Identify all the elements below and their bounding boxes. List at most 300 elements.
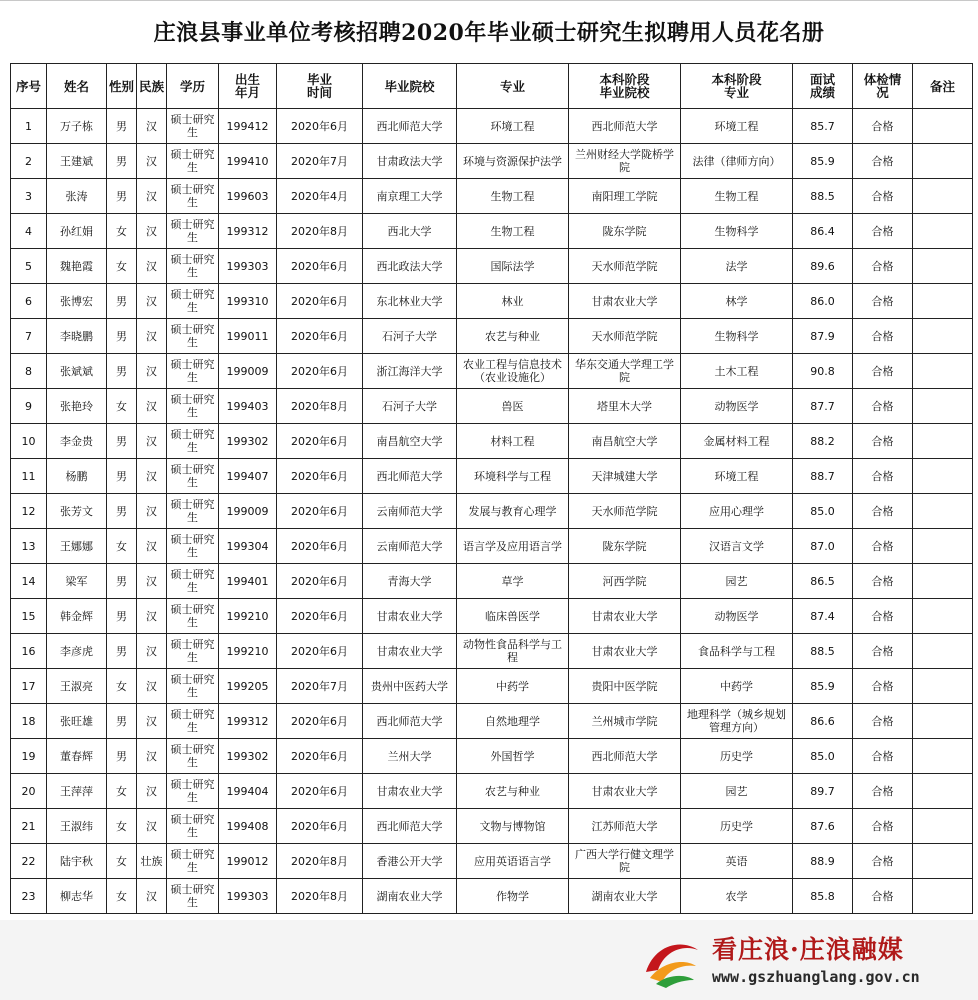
- table-cell: 2020年6月: [277, 284, 363, 319]
- table-cell: 东北林业大学: [363, 284, 457, 319]
- table-cell: 汉: [137, 704, 167, 739]
- table-cell: 草学: [457, 564, 569, 599]
- table-cell: 4: [11, 214, 47, 249]
- table-cell: 8: [11, 354, 47, 389]
- table-cell: [913, 424, 973, 459]
- table-cell: 汉: [137, 879, 167, 914]
- table-cell: 199302: [219, 424, 277, 459]
- table-cell: 女: [107, 879, 137, 914]
- table-cell: 汉: [137, 634, 167, 669]
- table-cell: 张旺雄: [47, 704, 107, 739]
- table-cell: 甘肃农业大学: [569, 774, 681, 809]
- table-cell: 2020年7月: [277, 669, 363, 704]
- table-cell: 王萍萍: [47, 774, 107, 809]
- table-cell: 6: [11, 284, 47, 319]
- table-cell: 塔里木大学: [569, 389, 681, 424]
- table-cell: 环境科学与工程: [457, 459, 569, 494]
- table-cell: 199304: [219, 529, 277, 564]
- table-cell: 硕士研究生: [167, 634, 219, 669]
- table-header-row: [11, 64, 973, 109]
- table-cell: 硕士研究生: [167, 389, 219, 424]
- table-cell: 硕士研究生: [167, 494, 219, 529]
- table-cell: 87.9: [793, 319, 853, 354]
- table-cell: 合格: [853, 144, 913, 179]
- table-cell: 硕士研究生: [167, 599, 219, 634]
- table-cell: 男: [107, 564, 137, 599]
- table-cell: 10: [11, 424, 47, 459]
- table-cell: [913, 879, 973, 914]
- table-cell: 食品科学与工程: [681, 634, 793, 669]
- table-cell: 男: [107, 739, 137, 774]
- table-cell: 199407: [219, 459, 277, 494]
- table-cell: 2: [11, 144, 47, 179]
- table-cell: 13: [11, 529, 47, 564]
- table-cell: 199312: [219, 214, 277, 249]
- table-cell: 90.8: [793, 354, 853, 389]
- table-cell: 魏艳霞: [47, 249, 107, 284]
- table-cell: [913, 354, 973, 389]
- table-cell: 西北政法大学: [363, 249, 457, 284]
- table-cell: 2020年6月: [277, 809, 363, 844]
- table-cell: 89.6: [793, 249, 853, 284]
- table-cell: 硕士研究生: [167, 844, 219, 879]
- table-cell: 199012: [219, 844, 277, 879]
- table-cell: 汉: [137, 669, 167, 704]
- table-cell: 李金贵: [47, 424, 107, 459]
- table-cell: 天津城建大学: [569, 459, 681, 494]
- table-cell: 云南师范大学: [363, 529, 457, 564]
- table-cell: [913, 529, 973, 564]
- table-cell: 南昌航空大学: [363, 424, 457, 459]
- table-cell: 女: [107, 809, 137, 844]
- table-cell: 2020年6月: [277, 704, 363, 739]
- table-row: [11, 564, 973, 599]
- table-cell: 西北大学: [363, 214, 457, 249]
- table-cell: 硕士研究生: [167, 109, 219, 144]
- table-cell: 199410: [219, 144, 277, 179]
- table-cell: 硕士研究生: [167, 459, 219, 494]
- table-cell: 2020年6月: [277, 354, 363, 389]
- table-cell: 农业工程与信息技术（农业设施化）: [457, 354, 569, 389]
- table-cell: 应用英语语言学: [457, 844, 569, 879]
- table-cell: 英语: [681, 844, 793, 879]
- table-cell: 199210: [219, 599, 277, 634]
- table-cell: 15: [11, 599, 47, 634]
- column-header: 姓名: [47, 64, 107, 109]
- table-cell: 2020年6月: [277, 599, 363, 634]
- table-cell: 陇东学院: [569, 214, 681, 249]
- table-cell: 85.9: [793, 144, 853, 179]
- table-cell: 法学: [681, 249, 793, 284]
- table-cell: 199205: [219, 669, 277, 704]
- table-cell: 199011: [219, 319, 277, 354]
- table-cell: [913, 669, 973, 704]
- table-cell: 应用心理学: [681, 494, 793, 529]
- table-cell: 江苏师范大学: [569, 809, 681, 844]
- table-cell: 合格: [853, 249, 913, 284]
- table-cell: 王淑纬: [47, 809, 107, 844]
- table-cell: 李晓鹏: [47, 319, 107, 354]
- table-row: [11, 354, 973, 389]
- table-cell: 硕士研究生: [167, 774, 219, 809]
- column-header: 民族: [137, 64, 167, 109]
- table-cell: [913, 739, 973, 774]
- roster-table: [10, 63, 973, 914]
- table-cell: 11: [11, 459, 47, 494]
- table-cell: 生物工程: [457, 214, 569, 249]
- table-cell: 万子栋: [47, 109, 107, 144]
- table-cell: 临床兽医学: [457, 599, 569, 634]
- table-cell: 合格: [853, 214, 913, 249]
- table-body: [11, 109, 973, 914]
- table-cell: [913, 459, 973, 494]
- column-header: 出生 年月: [219, 64, 277, 109]
- table-cell: 南阳理工学院: [569, 179, 681, 214]
- table-cell: 湖南农业大学: [569, 879, 681, 914]
- table-cell: 合格: [853, 389, 913, 424]
- table-cell: 南京理工大学: [363, 179, 457, 214]
- table-cell: 土木工程: [681, 354, 793, 389]
- table-cell: 男: [107, 144, 137, 179]
- table-cell: 2020年6月: [277, 529, 363, 564]
- table-cell: 林学: [681, 284, 793, 319]
- table-cell: 199312: [219, 704, 277, 739]
- table-cell: 男: [107, 704, 137, 739]
- table-cell: 合格: [853, 669, 913, 704]
- table-cell: [913, 144, 973, 179]
- table-cell: [913, 844, 973, 879]
- table-cell: 汉: [137, 389, 167, 424]
- table-cell: 硕士研究生: [167, 704, 219, 739]
- table-cell: 2020年8月: [277, 389, 363, 424]
- table-cell: 汉: [137, 529, 167, 564]
- table-row: [11, 669, 973, 704]
- table-row: [11, 389, 973, 424]
- table-cell: 2020年4月: [277, 179, 363, 214]
- table-cell: 男: [107, 424, 137, 459]
- table-cell: 20: [11, 774, 47, 809]
- table-cell: 199404: [219, 774, 277, 809]
- table-cell: 华东交通大学理工学院: [569, 354, 681, 389]
- table-row: [11, 599, 973, 634]
- table-cell: 董春辉: [47, 739, 107, 774]
- table-row: [11, 424, 973, 459]
- table-cell: 199403: [219, 389, 277, 424]
- table-cell: 汉: [137, 354, 167, 389]
- table-cell: [913, 704, 973, 739]
- table-cell: [913, 809, 973, 844]
- table-row: [11, 459, 973, 494]
- table-cell: 88.9: [793, 844, 853, 879]
- table-cell: 农艺与种业: [457, 319, 569, 354]
- column-header: 体检情 况: [853, 64, 913, 109]
- table-cell: 贵阳中医学院: [569, 669, 681, 704]
- table-cell: 硕士研究生: [167, 529, 219, 564]
- table-cell: 合格: [853, 529, 913, 564]
- table-cell: 1: [11, 109, 47, 144]
- table-cell: 男: [107, 354, 137, 389]
- table-cell: 21: [11, 809, 47, 844]
- table-cell: 2020年6月: [277, 109, 363, 144]
- table-cell: 张涛: [47, 179, 107, 214]
- table-cell: 合格: [853, 284, 913, 319]
- table-cell: 88.2: [793, 424, 853, 459]
- table-cell: 王淑亮: [47, 669, 107, 704]
- table-row: [11, 704, 973, 739]
- table-cell: 兽医: [457, 389, 569, 424]
- table-cell: 湖南农业大学: [363, 879, 457, 914]
- table-cell: 生物科学: [681, 214, 793, 249]
- table-cell: 天水师范学院: [569, 319, 681, 354]
- table-cell: 199303: [219, 879, 277, 914]
- table-cell: 壮族: [137, 844, 167, 879]
- table-row: [11, 109, 973, 144]
- table-cell: 汉: [137, 249, 167, 284]
- table-cell: [913, 319, 973, 354]
- table-row: [11, 844, 973, 879]
- table-cell: 石河子大学: [363, 389, 457, 424]
- table-cell: 199009: [219, 354, 277, 389]
- table-cell: 199603: [219, 179, 277, 214]
- table-cell: 韩金辉: [47, 599, 107, 634]
- table-cell: 12: [11, 494, 47, 529]
- table-cell: 88.5: [793, 179, 853, 214]
- table-cell: 17: [11, 669, 47, 704]
- table-cell: 园艺: [681, 564, 793, 599]
- table-cell: 87.0: [793, 529, 853, 564]
- table-cell: 男: [107, 634, 137, 669]
- table-cell: 女: [107, 214, 137, 249]
- table-cell: 环境工程: [681, 459, 793, 494]
- table-cell: 李彦虎: [47, 634, 107, 669]
- table-cell: 85.9: [793, 669, 853, 704]
- table-cell: 汉: [137, 214, 167, 249]
- document-title: 庄浪县事业单位考核招聘2020年毕业硕士研究生拟聘用人员花名册: [153, 20, 825, 46]
- table-row: [11, 284, 973, 319]
- table-cell: 合格: [853, 879, 913, 914]
- table-cell: 汉: [137, 459, 167, 494]
- table-cell: 南昌航空大学: [569, 424, 681, 459]
- table-cell: 16: [11, 634, 47, 669]
- table-cell: 兰州城市学院: [569, 704, 681, 739]
- table-cell: 合格: [853, 494, 913, 529]
- table-cell: 合格: [853, 354, 913, 389]
- table-cell: 甘肃农业大学: [569, 634, 681, 669]
- table-cell: [913, 109, 973, 144]
- table-cell: 动物医学: [681, 389, 793, 424]
- table-cell: 男: [107, 319, 137, 354]
- column-header: 专业: [457, 64, 569, 109]
- table-cell: 广西大学行健文理学院: [569, 844, 681, 879]
- table-cell: 88.7: [793, 459, 853, 494]
- table-cell: [913, 564, 973, 599]
- table-cell: 88.5: [793, 634, 853, 669]
- table-cell: 农学: [681, 879, 793, 914]
- column-header: 学历: [167, 64, 219, 109]
- table-cell: 199401: [219, 564, 277, 599]
- table-cell: 199302: [219, 739, 277, 774]
- table-cell: 语言学及应用语言学: [457, 529, 569, 564]
- table-cell: 汉: [137, 774, 167, 809]
- table-cell: 甘肃农业大学: [363, 634, 457, 669]
- table-cell: 贵州中医药大学: [363, 669, 457, 704]
- table-cell: 2020年6月: [277, 249, 363, 284]
- table-cell: 天水师范学院: [569, 494, 681, 529]
- table-cell: 西北师范大学: [363, 109, 457, 144]
- table-cell: 合格: [853, 459, 913, 494]
- table-cell: 香港公开大学: [363, 844, 457, 879]
- table-cell: 王建斌: [47, 144, 107, 179]
- table-cell: 18: [11, 704, 47, 739]
- table-cell: 西北师范大学: [569, 739, 681, 774]
- table-cell: 合格: [853, 424, 913, 459]
- table-cell: 西北师范大学: [363, 459, 457, 494]
- table-cell: 86.5: [793, 564, 853, 599]
- table-row: [11, 739, 973, 774]
- table-cell: 199009: [219, 494, 277, 529]
- table-cell: 硕士研究生: [167, 319, 219, 354]
- table-cell: 2020年8月: [277, 844, 363, 879]
- table-cell: 2020年6月: [277, 774, 363, 809]
- table-cell: 甘肃农业大学: [363, 774, 457, 809]
- table-cell: 材料工程: [457, 424, 569, 459]
- table-cell: 男: [107, 494, 137, 529]
- table-cell: 环境与资源保护法学: [457, 144, 569, 179]
- table-cell: 合格: [853, 634, 913, 669]
- table-cell: 199310: [219, 284, 277, 319]
- table-cell: 合格: [853, 844, 913, 879]
- table-cell: 女: [107, 774, 137, 809]
- table-cell: 2020年6月: [277, 459, 363, 494]
- table-cell: 青海大学: [363, 564, 457, 599]
- table-cell: 86.4: [793, 214, 853, 249]
- table-row: [11, 179, 973, 214]
- table-row: [11, 774, 973, 809]
- table-cell: [913, 389, 973, 424]
- table-cell: 自然地理学: [457, 704, 569, 739]
- table-cell: 动物医学: [681, 599, 793, 634]
- table-cell: 汉: [137, 109, 167, 144]
- table-cell: [913, 494, 973, 529]
- table-cell: 硕士研究生: [167, 249, 219, 284]
- watermark-url: www.gszhuanglang.gov.cn: [712, 968, 920, 986]
- table-cell: 7: [11, 319, 47, 354]
- table-cell: 3: [11, 179, 47, 214]
- table-cell: 合格: [853, 599, 913, 634]
- table-cell: 历史学: [681, 809, 793, 844]
- table-cell: 环境工程: [681, 109, 793, 144]
- table-row: [11, 529, 973, 564]
- column-header: 性别: [107, 64, 137, 109]
- table-cell: 云南师范大学: [363, 494, 457, 529]
- table-cell: [913, 284, 973, 319]
- table-cell: 14: [11, 564, 47, 599]
- table-cell: 199412: [219, 109, 277, 144]
- table-cell: 外国哲学: [457, 739, 569, 774]
- table-cell: 硕士研究生: [167, 284, 219, 319]
- table-cell: 199210: [219, 634, 277, 669]
- table-cell: 女: [107, 844, 137, 879]
- table-row: [11, 144, 973, 179]
- table-cell: 女: [107, 389, 137, 424]
- table-cell: 汉: [137, 809, 167, 844]
- table-cell: [913, 214, 973, 249]
- table-cell: 西北师范大学: [363, 809, 457, 844]
- table-cell: 园艺: [681, 774, 793, 809]
- column-header: 本科阶段 毕业院校: [569, 64, 681, 109]
- table-cell: 生物工程: [457, 179, 569, 214]
- table-cell: 23: [11, 879, 47, 914]
- table-cell: [913, 179, 973, 214]
- table-cell: 杨鹏: [47, 459, 107, 494]
- table-cell: 女: [107, 529, 137, 564]
- table-cell: 河西学院: [569, 564, 681, 599]
- column-header: 毕业院校: [363, 64, 457, 109]
- table-cell: 2020年7月: [277, 144, 363, 179]
- table-cell: 柳志华: [47, 879, 107, 914]
- table-cell: 男: [107, 599, 137, 634]
- table-row: [11, 214, 973, 249]
- table-cell: 林业: [457, 284, 569, 319]
- table-cell: 生物科学: [681, 319, 793, 354]
- table-cell: 硕士研究生: [167, 669, 219, 704]
- table-cell: 动物性食品科学与工程: [457, 634, 569, 669]
- table-cell: 甘肃农业大学: [569, 599, 681, 634]
- table-cell: 历史学: [681, 739, 793, 774]
- table-cell: 汉: [137, 599, 167, 634]
- table-cell: 生物工程: [681, 179, 793, 214]
- table-cell: 合格: [853, 774, 913, 809]
- table-cell: 合格: [853, 564, 913, 599]
- table-cell: 女: [107, 669, 137, 704]
- table-cell: 2020年6月: [277, 424, 363, 459]
- table-cell: 西北师范大学: [569, 109, 681, 144]
- table-cell: 合格: [853, 809, 913, 844]
- table-row: [11, 494, 973, 529]
- table-cell: 法律（律师方向）: [681, 144, 793, 179]
- table-cell: 国际法学: [457, 249, 569, 284]
- table-cell: 王娜娜: [47, 529, 107, 564]
- table-cell: 汉: [137, 319, 167, 354]
- table-cell: 兰州大学: [363, 739, 457, 774]
- table-cell: 合格: [853, 319, 913, 354]
- table-cell: 87.6: [793, 809, 853, 844]
- table-cell: 2020年8月: [277, 214, 363, 249]
- table-cell: 89.7: [793, 774, 853, 809]
- table-cell: 9: [11, 389, 47, 424]
- table-cell: 86.6: [793, 704, 853, 739]
- table-cell: 2020年6月: [277, 634, 363, 669]
- table-cell: 汉: [137, 424, 167, 459]
- table-cell: 合格: [853, 179, 913, 214]
- table-cell: 天水师范学院: [569, 249, 681, 284]
- table-cell: 汉语言文学: [681, 529, 793, 564]
- table-cell: 陆宇秋: [47, 844, 107, 879]
- column-header: 本科阶段 专业: [681, 64, 793, 109]
- table-cell: 22: [11, 844, 47, 879]
- table-cell: 2020年6月: [277, 494, 363, 529]
- table-cell: 陇东学院: [569, 529, 681, 564]
- table-cell: 合格: [853, 739, 913, 774]
- table-cell: 中药学: [681, 669, 793, 704]
- watermark-footer: [0, 920, 978, 1000]
- table-cell: 86.0: [793, 284, 853, 319]
- table-cell: 作物学: [457, 879, 569, 914]
- table-cell: 张博宏: [47, 284, 107, 319]
- table-cell: 合格: [853, 109, 913, 144]
- table-cell: 硕士研究生: [167, 739, 219, 774]
- table-cell: 199408: [219, 809, 277, 844]
